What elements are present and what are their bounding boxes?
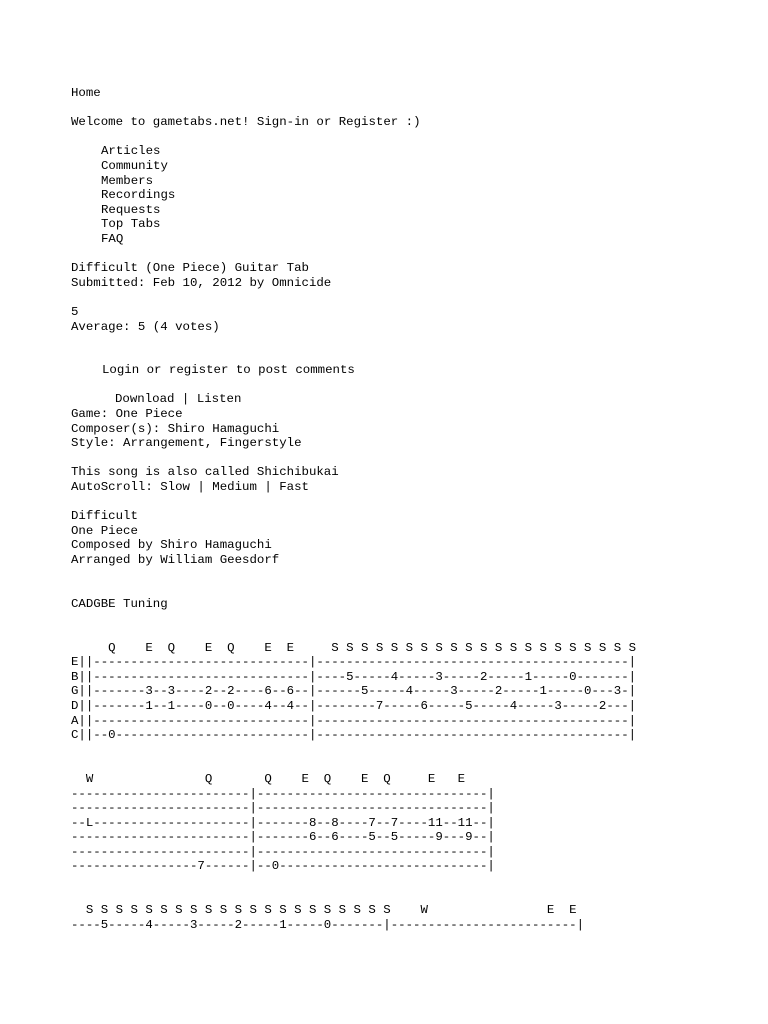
- autoscroll-slow-link[interactable]: Slow: [160, 480, 190, 495]
- game-info: Game: One Piece: [71, 407, 183, 422]
- autoscroll-label: AutoScroll:: [71, 480, 161, 495]
- welcome-line: [71, 115, 761, 130]
- spacer: [71, 247, 761, 262]
- main-nav: [71, 144, 761, 246]
- spacer: [71, 101, 761, 116]
- page-content: [71, 86, 761, 932]
- spacer: [71, 582, 761, 597]
- spacer: [71, 757, 761, 772]
- spacer: [71, 611, 761, 626]
- spacer: [71, 130, 761, 145]
- tab-line: G||-------3--3----2--2----6--6--|------5-----4-----3-----2-----1-----0---3-|: [71, 684, 637, 699]
- tab-line: C||--0--------------------------|------------------------------------------|: [71, 728, 637, 743]
- register-link[interactable]: Register: [338, 115, 399, 130]
- tab-block-2: [71, 772, 761, 874]
- welcome-suffix: :): [398, 115, 421, 130]
- autoscroll-medium-link[interactable]: Medium: [212, 480, 257, 495]
- also-called: This song is also called Shichibukai: [71, 465, 339, 480]
- spacer: [71, 349, 761, 364]
- tab-heading-line: One Piece: [71, 523, 138, 538]
- tab-heading-line: Difficult: [71, 509, 138, 524]
- spacer: [71, 743, 761, 758]
- rating-average: Average: 5 (4 votes): [71, 319, 220, 334]
- nav-item-community[interactable]: Community: [101, 158, 168, 173]
- nav-item-recordings[interactable]: Recordings: [101, 188, 176, 203]
- tab-line: B||-----------------------------|----5-----4-----3-----2-----1-----0-------|: [71, 669, 637, 684]
- tab-line: D||-------1--1----0--0----4--4--|--------7-----6-----5-----4-----3-----2---|: [71, 698, 637, 713]
- tuning-label: CADGBE Tuning: [71, 596, 168, 611]
- nav-item-faq[interactable]: FAQ: [101, 231, 124, 246]
- download-link[interactable]: Download: [115, 392, 175, 407]
- or-text: or: [308, 115, 339, 130]
- nav-item-members[interactable]: Members: [101, 173, 154, 188]
- home-link[interactable]: Home: [71, 86, 101, 100]
- tab-block-1: [71, 641, 761, 743]
- spacer: [71, 874, 761, 889]
- welcome-prefix: Welcome to gametabs.net!: [71, 115, 257, 130]
- login-comments-link[interactable]: Login or register to post comments: [102, 363, 355, 378]
- tab-line: ------------------------|-------6--6----5--5-----9---9--|: [71, 830, 495, 845]
- tab-heading-line: Composed by Shiro Hamaguchi: [71, 538, 272, 553]
- spacer: [71, 451, 761, 466]
- tab-line: -----------------7------|--0----------------------------|: [71, 859, 495, 874]
- spacer: [71, 290, 761, 305]
- separator: |: [256, 480, 280, 495]
- spacer: [71, 334, 761, 349]
- spacer: [71, 495, 761, 510]
- spacer: [71, 568, 761, 583]
- nav-item-requests[interactable]: Requests: [101, 202, 161, 217]
- tab-block-3: [71, 903, 761, 932]
- tab-line: ------------------------|-------------------------------|: [71, 801, 495, 816]
- separator: |: [174, 392, 197, 407]
- sign-in-link[interactable]: Sign-in: [256, 115, 309, 130]
- autoscroll-controls: [71, 480, 761, 495]
- spacer: [71, 626, 761, 641]
- tab-line: --L---------------------|-------8--8----7--7----11--11--|: [71, 815, 495, 830]
- tab-line: Q E Q E Q E E S S S S S S S S S S S S S S S S S S S S S: [71, 640, 637, 655]
- nav-item-articles[interactable]: Articles: [101, 144, 161, 159]
- media-links: [71, 392, 761, 407]
- spacer: [71, 889, 761, 904]
- rating-value: 5: [71, 304, 79, 319]
- style-info: Style: Arrangement, Fingerstyle: [71, 436, 302, 451]
- tab-line: E||-----------------------------|------------------------------------------|: [71, 655, 637, 670]
- autoscroll-fast-link[interactable]: Fast: [279, 480, 309, 495]
- tab-line: W Q Q E Q E Q E E: [71, 771, 466, 786]
- tab-line: ------------------------|-------------------------------|: [71, 844, 495, 859]
- nav-item-top-tabs[interactable]: Top Tabs: [101, 217, 161, 232]
- separator: |: [189, 480, 213, 495]
- tab-line: S S S S S S S S S S S S S S S S S S S S S W E E: [71, 903, 577, 918]
- tab-line: ------------------------|-------------------------------|: [71, 786, 495, 801]
- listen-link[interactable]: Listen: [196, 392, 242, 407]
- page-title: Difficult (One Piece) Guitar Tab: [71, 261, 309, 276]
- composer-info: Composer(s): Shiro Hamaguchi: [71, 421, 280, 436]
- tab-line: ----5-----4-----3-----2-----1-----0-------|-------------------------|: [71, 917, 585, 932]
- submitted-info: Submitted: Feb 10, 2012 by Omnicide: [71, 275, 332, 290]
- tab-heading-line: Arranged by William Geesdorf: [71, 553, 280, 567]
- tab-line: A||-----------------------------|------------------------------------------|: [71, 713, 637, 728]
- spacer: [71, 378, 761, 393]
